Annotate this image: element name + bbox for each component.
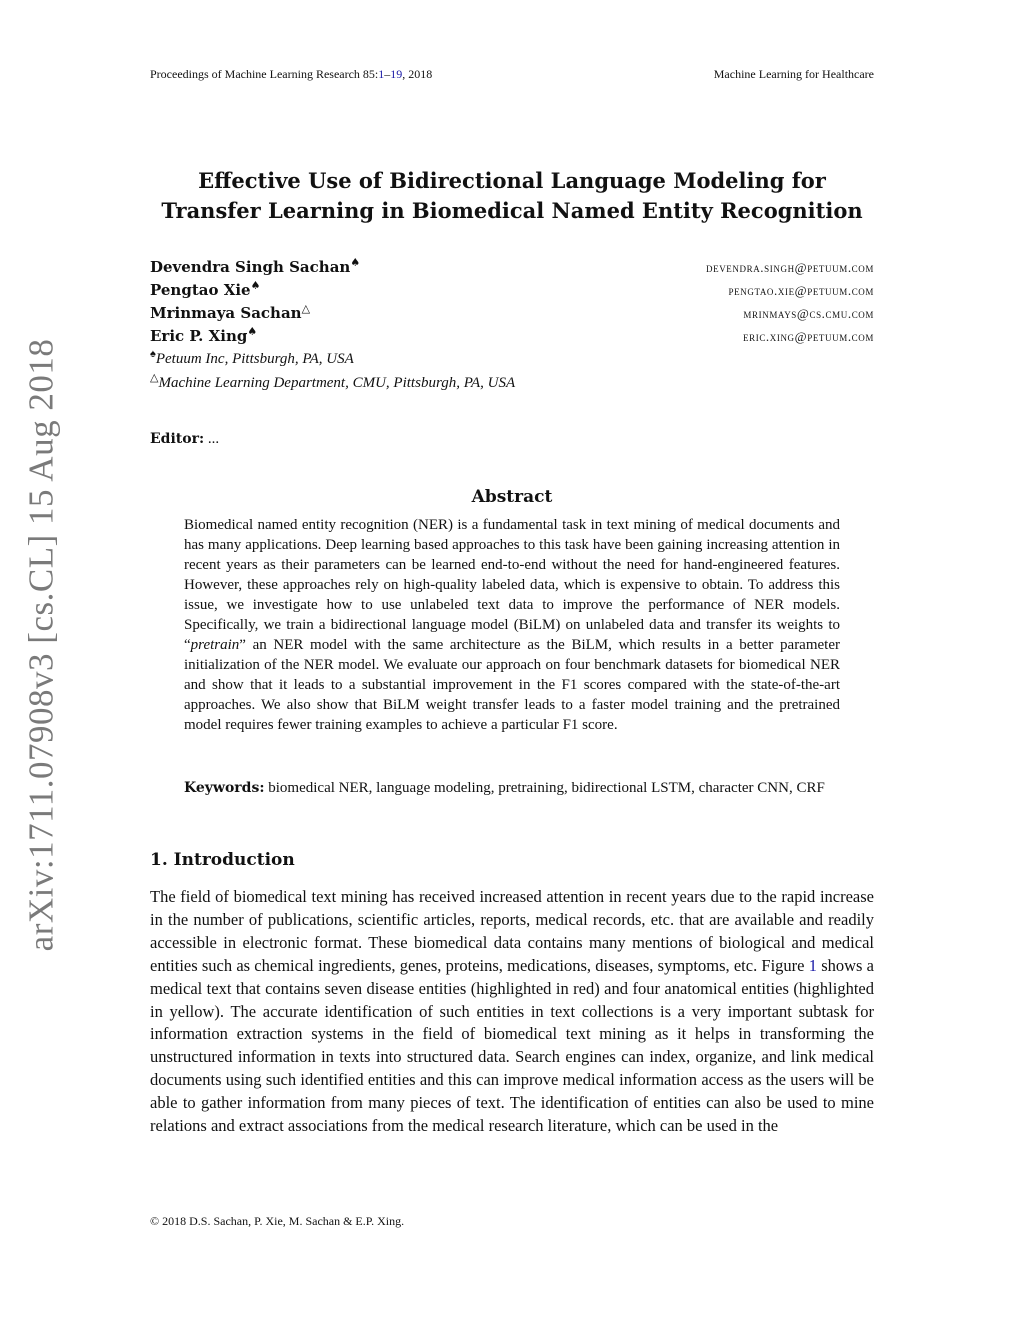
editor-label: Editor: bbox=[150, 431, 205, 447]
author-email[interactable]: devendra.singh@petuum.com bbox=[706, 260, 874, 275]
author-name: Eric P. Xing♠ bbox=[150, 325, 258, 345]
page-dash: – bbox=[384, 67, 391, 81]
author-email[interactable]: pengtao.xie@petuum.com bbox=[728, 283, 874, 298]
proceedings-label: Proceedings of Machine Learning Research 85: bbox=[150, 67, 379, 81]
spade-icon: ♠ bbox=[350, 256, 361, 269]
keywords-list: biomedical NER, language modeling, pretraining, bidirectional LSTM, character CNN, CRF bbox=[268, 780, 825, 796]
running-header-venue: Machine Learning for Healthcare bbox=[713, 67, 874, 81]
author-name: Devendra Singh Sachan♠ bbox=[150, 256, 361, 276]
title-line-1: Effective Use of Bidirectional Language Modeling for bbox=[198, 168, 826, 193]
editor-value: ... bbox=[207, 431, 220, 447]
page-start-link[interactable]: 1 bbox=[378, 67, 385, 81]
editor-line bbox=[150, 431, 219, 448]
author-row bbox=[150, 325, 874, 348]
title-line-2: Transfer Learning in Biomedical Named Entity Recognition bbox=[161, 198, 863, 223]
spade-icon: ♠ bbox=[150, 348, 156, 360]
abstract-heading: Abstract bbox=[471, 487, 553, 507]
arxiv-id-text: arXiv:1711.07908v3 [cs.CL] 15 Aug 2018 bbox=[21, 338, 60, 952]
arxiv-stamp bbox=[8, 338, 74, 952]
page-end-link[interactable]: 19 bbox=[390, 67, 403, 81]
section-heading-introduction: 1. Introduction bbox=[150, 850, 295, 870]
author-row bbox=[150, 302, 874, 325]
introduction-body: The field of biomedical text mining has received increased attention in recent years due to the rapid increase in the number of publications, scientific articles, reports, medical records, etc. that are available and readily accessible in electronic format. These biomedical data contains many mentions of biological and medical entities such as chemical ingredients, genes, proteins, medications, diseases, symptoms, etc. Figure 1 shows a medical text that contains seven disease entities (highlighted in red) and four anatomical entities (highlighted in yellow). The accurate identification of such entities in text collections is a very important subtask for information extraction systems in the field of biomedical text mining as it helps in transforming the unstructured information in texts into structured data. Search engines can index, organize, and link medical documents using such identified entities and this can improve medical information access as the users will be able to gather information from many pieces of text. The identification of entities can also be used to mine relations and extract associations from the medical research literature, which can be used in the bbox=[150, 887, 874, 1136]
abstract-body: Biomedical named entity recognition (NER) is a fundamental task in text mining of medical documents and has many applications. Deep learning based approaches to this task have been gaining increasing attention in recent years as their parameters can be learned end-to-end without the need for hand-engineered features. However, these approaches rely on high-quality labeled data, which is expensive to obtain. To address this issue, we investigate how to use unlabeled text data to improve the performance of NER models. Specifically, we train a bidirectional language model (BiLM) on unlabeled data and transfer its weights to “pretrain” an NER model with the same architecture as the BiLM, which results in a better parameter initialization of the NER model. We evaluate our approach on four benchmark datasets for biomedical NER and show that it leads to a substantial improvement in the F1 scores compared with the state-of-the-art approaches. We also show that BiLM weight transfer leads to a faster model training and the pretrained model requires fewer training examples to achieve a particular F1 score. bbox=[184, 517, 840, 733]
author-row bbox=[150, 256, 874, 279]
spade-icon: ♠ bbox=[250, 279, 261, 292]
running-header-proceedings bbox=[150, 67, 432, 82]
spade-icon: ♠ bbox=[247, 325, 258, 338]
paper-title bbox=[120, 166, 904, 226]
affiliation: △Machine Learning Department, CMU, Pittsburgh, PA, USA bbox=[150, 372, 516, 391]
author-name: Pengtao Xie♠ bbox=[150, 279, 261, 299]
figure-ref-link[interactable]: 1 bbox=[808, 955, 817, 975]
keywords-label: Keywords: bbox=[184, 780, 265, 796]
triangle-icon: △ bbox=[301, 302, 311, 315]
author-row bbox=[150, 279, 874, 302]
affiliation: ♠Petuum Inc, Pittsburgh, PA, USA bbox=[150, 348, 354, 367]
pretrain-emphasis: pretrain bbox=[190, 637, 240, 653]
triangle-icon: △ bbox=[150, 372, 159, 384]
author-name: Mrinmaya Sachan△ bbox=[150, 302, 311, 322]
author-email[interactable]: mrinmays@cs.cmu.com bbox=[743, 306, 874, 321]
proceedings-year: , 2018 bbox=[402, 67, 433, 81]
keywords bbox=[184, 778, 840, 798]
author-email[interactable]: eric.xing@petuum.com bbox=[743, 329, 874, 344]
copyright-footer: © 2018 D.S. Sachan, P. Xie, M. Sachan & E.P. Xing. bbox=[150, 1214, 405, 1228]
